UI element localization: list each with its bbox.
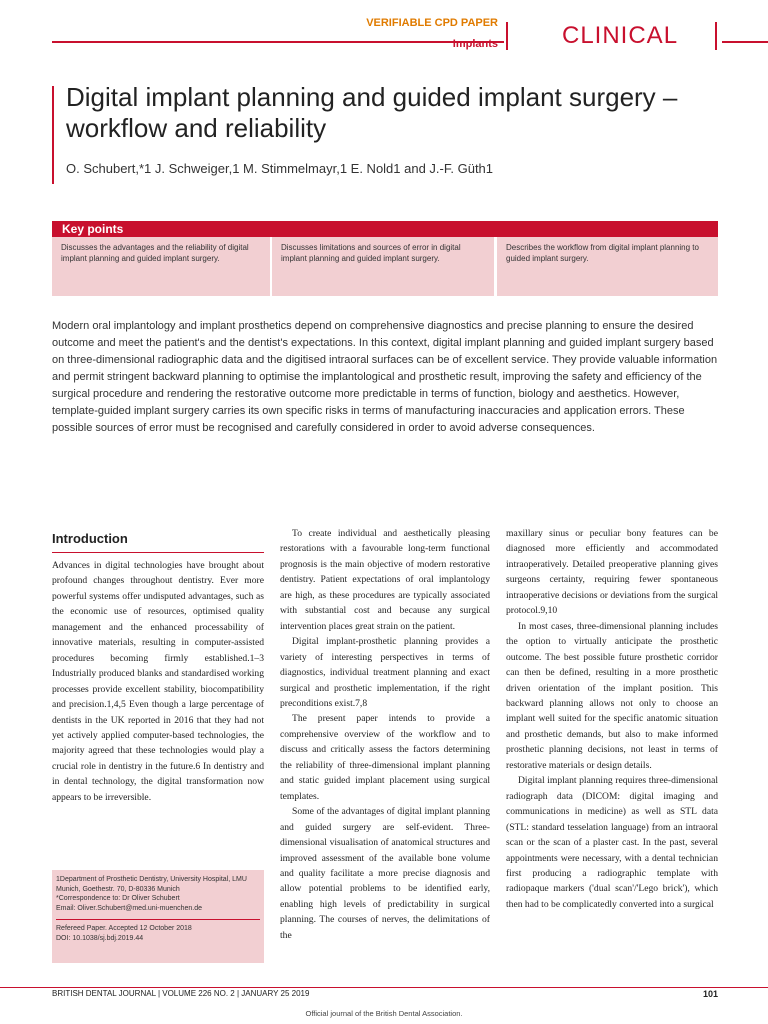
footer-rule bbox=[0, 987, 768, 988]
key-point-3: Describes the workflow from digital implant planning to guided implant surgery. bbox=[497, 237, 718, 296]
column-2 bbox=[280, 526, 490, 943]
affiliation-box bbox=[52, 870, 264, 963]
key-points-heading bbox=[52, 221, 718, 237]
article-title: Digital implant planning and guided implant surgery – workflow and reliability bbox=[66, 82, 678, 143]
cpd-label: VERIFIABLE CPD PAPER bbox=[366, 17, 498, 29]
introduction-rule bbox=[52, 552, 264, 553]
header-divider-right bbox=[715, 22, 717, 50]
section-label: Implants bbox=[452, 38, 498, 50]
column-1 bbox=[52, 558, 264, 805]
col3-paragraph: maxillary sinus or peculiar bony features can be diagnosed more efficiently and accommodated intraoperatively. Detailed preoperative planning gives surgeons certainty, requiring fewer spontaneous intraoperative decisions or deviations from the surgical protocol.9,10 bbox=[506, 528, 718, 617]
abstract: Modern oral implantology and implant prosthetics depend on comprehensive diagnostics and precise planning to ensure the desired outcome and meet the patient's and the dentist's expectations. In this context, digital implant planning and guided implant surgery based on three-dimensional radiographic data and the digitised intraoral surfaces can be of excellent service. They provide valuable information and permit stringent backward planning to optimise the implantological and prosthetic result, improving the safety and efficiency of the surgical procedure and rendering the restorative outcome more predictable in terms of function, biology and aesthetics. However, template-guided implant surgery carries its own specific risks in terms of manufacturing inaccuracies and application errors. These possible sources of error must be recognised and carefully considered in order to avoid adverse consequences. bbox=[52, 320, 718, 434]
refereed-line: Refereed Paper. Accepted 12 October 2018 bbox=[56, 919, 260, 934]
header-rule-right bbox=[722, 41, 768, 43]
key-points-heading-text: Key points bbox=[62, 222, 124, 236]
col2-paragraph: To create individual and aesthetically pleasing restorations with a favourable long-term functional prognosis is the main objective of modern restorative dentistry. Patient expectations of oral implantology are high, as these procedures are typically associated with substantial cost and because any surgical intervention places great strain on the patient. bbox=[280, 528, 490, 632]
doi-line: DOI: 10.1038/sj.bdj.2019.44 bbox=[56, 934, 144, 942]
official-journal-note: Official journal of the British Dental Association. bbox=[305, 1009, 463, 1018]
column-3 bbox=[506, 526, 718, 912]
correspondence-line: *Correspondence to: Dr Oliver Schubert bbox=[56, 895, 180, 902]
col2-paragraph: Some of the advantages of digital implant planning and guided surgery are self-evident. Three-dimensional visualisation of anatomical structures and improved assessment of the available bone volume and quality facilitate a more precise diagnosis and allow potential problems to be identified early, enabling high levels of predictability in surgical planning. The courses of nerves, the delimitations of the bbox=[280, 806, 490, 941]
col3-paragraph: In most cases, three-dimensional planning includes the option to virtually anticipate the prosthetic outcome. The best possible future prosthetic corridor can then be defined, resulting in a more prosthetic driven orientation of the implant position. This backward planning allows not only to choose an implant well suited for the specific anatomic situation and prosthetic demands, but also to make informed prosthetic planning decisions, not least in terms of restorative materials or design details. bbox=[506, 620, 718, 771]
col2-paragraph: The present paper intends to provide a comprehensive overview of the workflow and to discuss and critically assess the factors determining the reliability of three-dimensional implant planning and static guided implant placement using surgical templates. bbox=[280, 713, 490, 802]
email-line: Email: Oliver.Schubert@med.uni-muenchen.de bbox=[56, 904, 203, 912]
header-divider bbox=[506, 22, 508, 50]
affiliation-line: 1Department of Prosthetic Dentistry, University Hospital, LMU Munich, Goethestr. 70, D-80336 Munich bbox=[56, 876, 247, 893]
col3-paragraph: Digital implant planning requires three-dimensional radiograph data (DICOM: digital imaging and communications in medicine) as well as STL data (STL: standard tesselation language) from an intraoral scan or the scan of a plaster cast. In the past, several appointments were necessary, with a dental technician first producing a radiographic template with radiopaque markers ('dual scan'/'Lego brick'), which then had to be complicatedly converted into a surgical bbox=[506, 775, 718, 910]
article-authors: O. Schubert,*1 J. Schweiger,1 M. Stimmelmayr,1 E. Nold1 and J.-F. Güth1 bbox=[66, 161, 494, 176]
category-label: CLINICAL bbox=[562, 22, 679, 49]
key-point-1: Discusses the advantages and the reliability of digital implant planning and guided implant surgery. bbox=[52, 237, 270, 296]
col2-paragraph: Digital implant-prosthetic planning provides a variety of interesting perspectives in terms of diagnostics, individual treatment planning and exact surgical and prosthetic implementation, if the right preconditions exist.7,8 bbox=[280, 636, 490, 709]
col1-paragraph: Advances in digital technologies have brought about profound changes throughout dentistry. Ever more powerful systems offer undisputed advantages, such as the economic use of resources, optimised quality management and the enhanced processability of innovative materials, resulting in computer-assisted procedures becoming firmly established.1–3 Industrially produced blanks and standardised working processes provide excellent stability, biocompatibility and precision.1,4,5 Even though a large percentage of dentists in the UK reported in 2016 that they had not yet actively applied computer-based technologies, the majority agreed that these technologies would play a crucial role in dentistry in the future.6 In dentistry and in dental technology, the digital transformation now appears to be irreversible. bbox=[52, 560, 264, 803]
introduction-heading: Introduction bbox=[52, 531, 128, 546]
key-point-2: Discusses limitations and sources of error in digital implant planning and guided implant surgery. bbox=[272, 237, 494, 296]
journal-footer: BRITISH DENTAL JOURNAL | VOLUME 226 NO. 2 | JANUARY 25 2019 bbox=[52, 989, 310, 998]
title-accent-bar bbox=[52, 86, 54, 184]
page-number: 101 bbox=[702, 989, 718, 999]
